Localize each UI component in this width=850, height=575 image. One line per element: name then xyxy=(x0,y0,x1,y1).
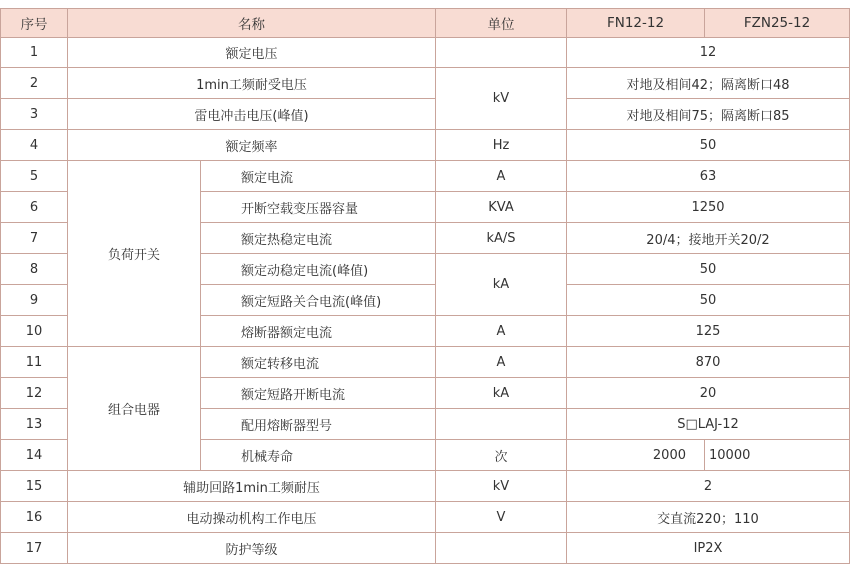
row-no: 8 xyxy=(1,254,68,285)
row-value-fzn25: 10000 xyxy=(705,440,850,471)
row-unit: A xyxy=(436,316,567,347)
row-value: 20 xyxy=(567,378,850,409)
header-model-fn12: FN12-12 xyxy=(567,9,705,38)
row-unit: kV xyxy=(436,471,567,502)
row-name: 额定短路开断电流 xyxy=(201,378,436,409)
row-no: 9 xyxy=(1,285,68,316)
row-unit: kA/S xyxy=(436,223,567,254)
row-unit: A xyxy=(436,347,567,378)
group-combo: 组合电器 xyxy=(68,347,201,471)
table-row xyxy=(1,161,850,192)
row-value: 50 xyxy=(567,254,850,285)
row-unit: kA xyxy=(436,378,567,409)
row-value: S□LAJ-12 xyxy=(567,409,850,440)
table-row xyxy=(1,347,850,378)
row-unit: Hz xyxy=(436,130,567,161)
header-seq: 序号 xyxy=(1,9,68,38)
row-value: 12 xyxy=(567,38,850,68)
row-name: 额定电流 xyxy=(201,161,436,192)
row-value: 对地及相间75；隔离断口85 xyxy=(567,99,850,130)
header-model-fzn25: FZN25-12 xyxy=(705,9,850,38)
row-no: 16 xyxy=(1,502,68,533)
table-row xyxy=(1,68,850,99)
row-unit: 次 xyxy=(436,440,567,471)
row-unit: kV xyxy=(436,68,567,130)
row-value: 交直流220；110 xyxy=(567,502,850,533)
group-load-switch: 负荷开关 xyxy=(68,161,201,347)
row-name: 额定频率 xyxy=(68,130,436,161)
row-value: 20/4；接地开关20/2 xyxy=(567,223,850,254)
row-unit: A xyxy=(436,161,567,192)
row-name: 额定动稳定电流(峰值) xyxy=(201,254,436,285)
table-row xyxy=(1,502,850,533)
table-header-row xyxy=(1,9,850,38)
row-name: 开断空载变压器容量 xyxy=(201,192,436,223)
row-value: 63 xyxy=(567,161,850,192)
row-name: 额定热稳定电流 xyxy=(201,223,436,254)
row-value: 1250 xyxy=(567,192,850,223)
row-name: 配用熔断器型号 xyxy=(201,409,436,440)
row-value: 2 xyxy=(567,471,850,502)
row-value: 870 xyxy=(567,347,850,378)
row-unit: V xyxy=(436,502,567,533)
table-row xyxy=(1,38,850,68)
row-no: 12 xyxy=(1,378,68,409)
row-value: 50 xyxy=(567,285,850,316)
row-value: 125 xyxy=(567,316,850,347)
row-no: 5 xyxy=(1,161,68,192)
row-value: 50 xyxy=(567,130,850,161)
row-no: 6 xyxy=(1,192,68,223)
row-name: 1min工频耐受电压 xyxy=(68,68,436,99)
row-value-fn12: 2000 xyxy=(567,440,705,471)
row-no: 11 xyxy=(1,347,68,378)
row-no: 10 xyxy=(1,316,68,347)
header-unit: 单位 xyxy=(436,9,567,38)
spec-table xyxy=(0,8,850,564)
table-row xyxy=(1,471,850,502)
row-no: 1 xyxy=(1,38,68,68)
row-name: 额定短路关合电流(峰值) xyxy=(201,285,436,316)
row-no: 14 xyxy=(1,440,68,471)
row-unit xyxy=(436,409,567,440)
row-name: 额定转移电流 xyxy=(201,347,436,378)
row-no: 3 xyxy=(1,99,68,130)
row-name: 额定电压 xyxy=(68,38,436,68)
row-name: 机械寿命 xyxy=(201,440,436,471)
row-unit xyxy=(436,533,567,564)
row-value: IP2X xyxy=(567,533,850,564)
table-row xyxy=(1,99,850,130)
row-unit xyxy=(436,38,567,68)
row-no: 4 xyxy=(1,130,68,161)
header-name: 名称 xyxy=(68,9,436,38)
row-name: 雷电冲击电压(峰值) xyxy=(68,99,436,130)
row-no: 2 xyxy=(1,68,68,99)
row-value: 对地及相间42；隔离断口48 xyxy=(567,68,850,99)
row-no: 13 xyxy=(1,409,68,440)
row-no: 17 xyxy=(1,533,68,564)
row-name: 熔断器额定电流 xyxy=(201,316,436,347)
row-name: 电动操动机构工作电压 xyxy=(68,502,436,533)
table-row xyxy=(1,130,850,161)
row-no: 15 xyxy=(1,471,68,502)
row-name: 辅助回路1min工频耐压 xyxy=(68,471,436,502)
row-name: 防护等级 xyxy=(68,533,436,564)
row-unit: kA xyxy=(436,254,567,316)
row-no: 7 xyxy=(1,223,68,254)
row-unit: KVA xyxy=(436,192,567,223)
table-row xyxy=(1,533,850,564)
